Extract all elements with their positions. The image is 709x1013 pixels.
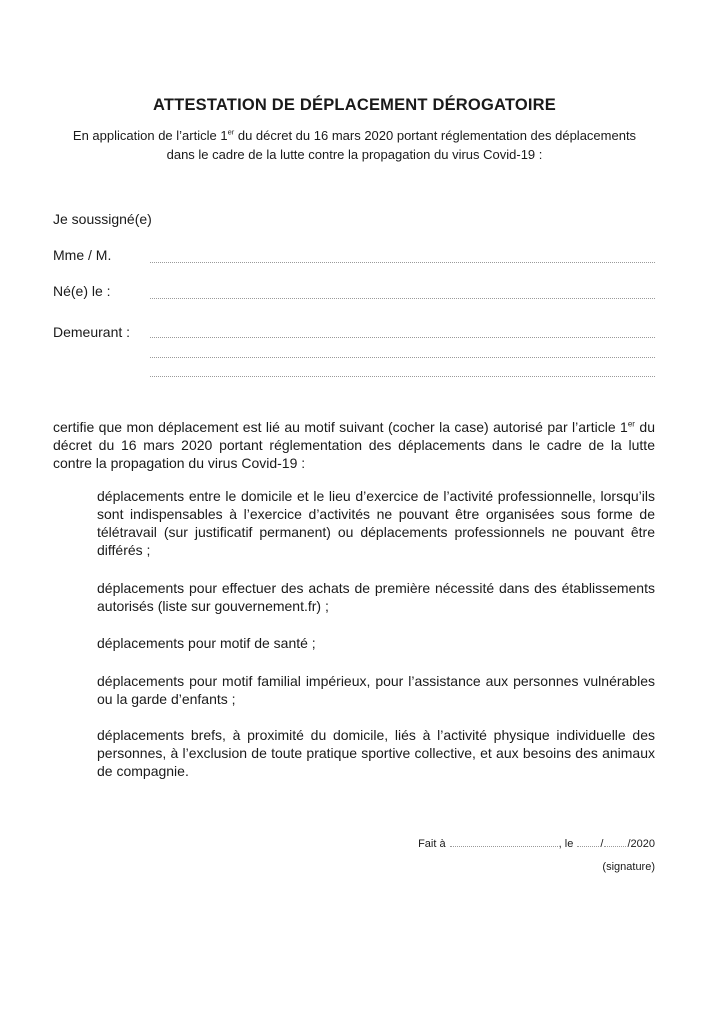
document-subtitle — [70, 126, 639, 164]
certify-superscript: er — [627, 419, 635, 429]
date-label: , le — [558, 838, 574, 850]
address-field-line-1[interactable] — [150, 337, 655, 338]
address-label: Demeurant : — [53, 324, 131, 340]
year-label: /2020 — [627, 838, 655, 850]
reason-health[interactable]: déplacements pour motif de santé ; — [97, 635, 316, 651]
certify-text-start: certifie que mon déplacement est lié au motif suivant (cocher la case) autorisé par l’article 1 — [53, 419, 628, 435]
reason-exercise[interactable]: déplacements brefs, à proximité du domicile, liés à l’activité physique individuelle des personnes, à l’exclusion de toute pratique sportive collective, et aux besoins des animaux de compagnie. — [97, 727, 655, 779]
certify-paragraph — [53, 418, 655, 472]
certify-text-end: du décret du 16 mars 2020 portant réglementation des déplacements dans le cadre de la lutte contre la propagation du virus Covid-19 : — [53, 419, 655, 471]
reason-purchases[interactable]: déplacements pour effectuer des achats de première nécessité dans des établissements autorisés (liste sur gouvernement.fr) ; — [97, 580, 655, 614]
place-date-line — [418, 838, 655, 850]
birth-date-label: Né(e) le : — [53, 283, 111, 299]
month-field[interactable] — [604, 838, 626, 847]
subtitle-text-start: En application de l’article 1 — [72, 128, 228, 143]
name-label: Mme / M. — [53, 247, 112, 263]
subtitle-text-end: du décret du 16 mars 2020 portant réglementation des déplacements dans le cadre de la lutte contre la propagation du virus Covid-19 : — [166, 128, 637, 162]
reason-family[interactable]: déplacements pour motif familial impérieux, pour l’assistance aux personnes vulnérables ou la garde d’enfants ; — [97, 673, 655, 707]
signature-label: (signature) — [602, 861, 655, 873]
subtitle-superscript: er — [227, 127, 235, 137]
document-title: ATTESTATION DE DÉPLACEMENT DÉROGATOIRE — [153, 96, 556, 114]
name-field[interactable] — [150, 262, 655, 263]
place-field[interactable] — [450, 838, 558, 847]
birth-date-field[interactable] — [150, 298, 655, 299]
fait-a-label: Fait à — [418, 838, 446, 850]
reason-professional[interactable]: déplacements entre le domicile et le lieu d’exercice de l’activité professionnelle, lorsqu’ils sont indispensables à l’exercice d’activités ne pouvant être organisées sous forme de télétravail (sur justificatif permanent) ou déplacements professionnels ne pouvant être différés ; — [97, 488, 655, 558]
day-field[interactable] — [577, 838, 599, 847]
intro-label: Je soussigné(e) — [53, 211, 152, 227]
address-field-line-3[interactable] — [150, 376, 655, 377]
date-separator: / — [600, 838, 604, 850]
address-field-line-2[interactable] — [150, 357, 655, 358]
